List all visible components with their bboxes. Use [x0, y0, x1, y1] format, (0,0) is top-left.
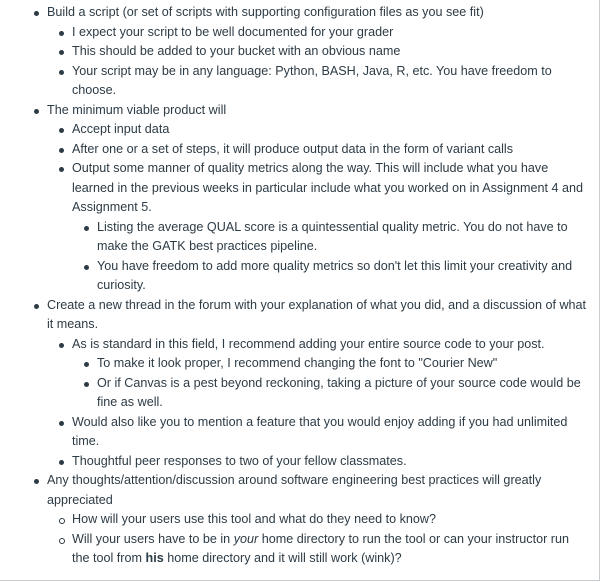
list-item-text: As is standard in this field, I recommend adding your entire source code to your post.	[72, 336, 545, 351]
disc-bullet-icon	[34, 304, 39, 309]
sub-list	[72, 354, 587, 413]
list-item	[72, 413, 587, 452]
list-item-text: Any thoughts/attention/discussion around software engineering best practices will greatly appreciated	[47, 473, 542, 507]
list-item	[97, 354, 587, 374]
list-item-forum-thread	[47, 296, 587, 472]
disc-bullet-icon	[34, 11, 39, 16]
disc-bullet-icon	[59, 128, 64, 133]
text-run: Will your users have to be in	[72, 531, 234, 546]
assignment-requirements-list	[47, 3, 587, 569]
list-item-text: The minimum viable product will	[47, 102, 227, 117]
list-item-best-practices	[47, 471, 587, 569]
list-item-text: After one or a set of steps, it will produce output data in the form of variant calls	[72, 141, 514, 156]
list-item	[72, 42, 587, 62]
sub-list	[47, 335, 587, 472]
list-item-text: Build a script (or set of scripts with supporting configuration files as you see fit)	[47, 5, 484, 19]
list-item-text: Listing the average QUAL score is a quintessential quality metric. You do not have to make the GATK best practices pipeline.	[97, 219, 568, 253]
bold-text-run: his	[145, 551, 164, 565]
list-item-minimum-viable-product	[47, 101, 587, 296]
disc-bullet-icon	[59, 148, 64, 153]
list-item	[97, 257, 587, 296]
sub-list	[47, 23, 587, 101]
list-item	[97, 374, 587, 413]
list-item	[97, 218, 587, 257]
list-item-text: Output some manner of quality metrics along the way. This will include what you have learned in the previous weeks in particular include what you worked on in Assignment 4 and Assignment 5.	[72, 161, 584, 214]
list-item-build-script	[47, 3, 587, 101]
list-item-text: Accept input data	[72, 122, 170, 136]
list-item	[72, 120, 587, 140]
list-item-text: Your script may be in any language: Python, BASH, Java, R, etc. You have freedom to choose.	[72, 63, 552, 97]
list-item-text: To make it look proper, I recommend changing the font to "Courier New"	[97, 356, 498, 370]
disc-bullet-icon	[84, 265, 89, 270]
disc-bullet-icon	[34, 479, 39, 484]
sub-list	[47, 120, 587, 296]
sub-list	[47, 510, 587, 569]
list-item-text: How will your users use this tool and what do they need to know?	[72, 512, 437, 526]
text-run: home directory to run the tool or can your instructor run the tool from	[72, 531, 569, 565]
circle-bullet-icon	[59, 518, 65, 524]
disc-bullet-icon	[59, 31, 64, 36]
list-item-text: Would also like you to mention a feature that you would enjoy adding if you had unlimited time.	[72, 414, 568, 448]
list-item	[72, 23, 587, 43]
list-item	[72, 140, 587, 160]
disc-bullet-icon	[59, 421, 64, 426]
list-item-text-mixed	[72, 532, 569, 566]
list-item	[72, 530, 587, 569]
disc-bullet-icon	[84, 226, 89, 231]
disc-bullet-icon	[84, 382, 89, 387]
disc-bullet-icon	[59, 70, 64, 75]
disc-bullet-icon	[59, 460, 64, 465]
disc-bullet-icon	[59, 343, 64, 348]
list-item	[72, 62, 587, 101]
disc-bullet-icon	[34, 109, 39, 114]
list-item	[72, 159, 587, 296]
list-item-text: This should be added to your bucket with an obvious name	[72, 44, 401, 58]
disc-bullet-icon	[59, 167, 64, 172]
italic-text-run: your	[233, 531, 259, 546]
circle-bullet-icon	[59, 538, 65, 544]
text-run: home directory and it will still work (wink)?	[163, 551, 402, 565]
list-item-text: I expect your script to be well documented for your grader	[72, 24, 394, 39]
disc-bullet-icon	[84, 362, 89, 367]
list-item-text: You have freedom to add more quality metrics so don't let this limit your creativity and curiosity.	[97, 258, 573, 292]
disc-bullet-icon	[59, 50, 64, 55]
list-item-text: Thoughtful peer responses to two of your fellow classmates.	[72, 453, 407, 468]
sub-list	[72, 218, 587, 296]
list-item	[72, 452, 587, 472]
list-item-text: Create a new thread in the forum with your explanation of what you did, and a discussion of what it means.	[47, 297, 587, 331]
list-item	[72, 510, 587, 530]
list-item-text: Or if Canvas is a pest beyond reckoning, taking a picture of your source code would be fine as well.	[97, 375, 581, 409]
list-item	[72, 335, 587, 413]
